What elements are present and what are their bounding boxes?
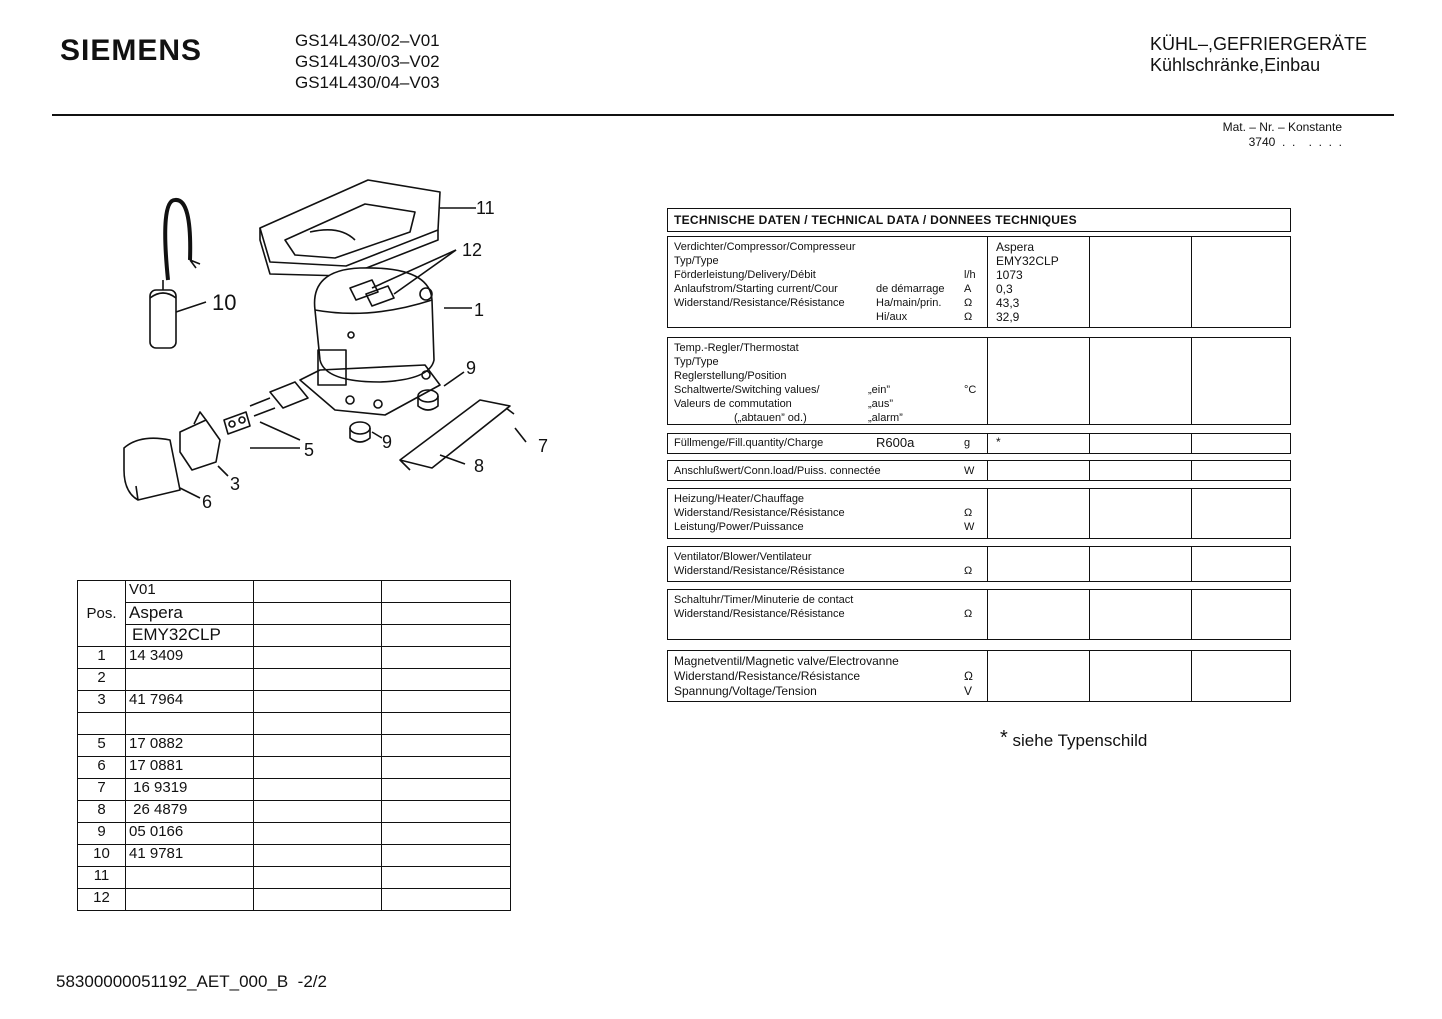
table-row [78, 713, 511, 735]
table-row: 9 05 0166 [78, 823, 511, 845]
typenschild-note [1000, 727, 1148, 754]
tech-data-title: TECHNISCHE DATEN / TECHNICAL DATA / DONNEES TECHNIQUES [667, 208, 1291, 232]
matnr-label: Mat. – Nr. – Konstante [1222, 120, 1342, 134]
table-row: 7 16 9319 [78, 779, 511, 801]
model-line: GS14L430/02–V01 [295, 31, 440, 50]
pos-header [78, 581, 126, 647]
table-row: 3 41 7964 [78, 691, 511, 713]
category-line-1: KÜHL–,GEFRIERGERÄTE [1150, 34, 1368, 54]
brand-logo: SIEMENS [60, 34, 203, 67]
tech-block-heater: Heizung/Heater/Chauffage Widerstand/Resistance/Résistance Ω Leistung/Power/Puissance W [667, 488, 1291, 539]
tech-block-compressor: Verdichter/Compressor/Compresseur Typ/Type Förderleistung/Delivery/Débit l/h Anlaufstrom/Starting current/Cour de démarrage A Widerstand/Resistance/Résistance Ha/main/prin. Ω Hi/aux Ω Aspera EMY32CLP 1073 0,3 43,3 32,9 [667, 236, 1291, 328]
head-brand: Aspera [126, 603, 254, 625]
tech-block-thermostat: Temp.-Regler/Thermostat Typ/Type Reglerstellung/Position Schaltwerte/Switching values/ „ein” °C Valeurs de commutation „aus” („abtauen” od.) „alarm” [667, 337, 1291, 425]
category [1150, 34, 1367, 76]
table-row: 5 17 0882 [78, 735, 511, 757]
callout-11: 11 [476, 198, 495, 218]
callout-7: 7 [538, 436, 549, 456]
callout-9b: 9 [382, 432, 393, 452]
material-number [1180, 120, 1342, 150]
head-variant: V01 [126, 581, 254, 603]
table-row: 12 [78, 889, 511, 911]
category-line-2: Kühlschränke,Einbau [1150, 55, 1321, 75]
callout-12: 12 [462, 240, 483, 260]
pos-label: Pos. [86, 605, 117, 622]
callout-5: 5 [304, 440, 315, 460]
table-row: 8 26 4879 [78, 801, 511, 823]
head-model: EMY32CLP [126, 625, 254, 647]
compressor-values: Aspera EMY32CLP 1073 0,3 43,3 32,9 [988, 237, 1090, 327]
model-line: GS14L430/03–V02 [295, 52, 440, 71]
callout-9a: 9 [466, 358, 477, 378]
note-text: siehe Typenschild [1007, 731, 1148, 750]
tech-block-valve: Magnetventil/Magnetic valve/Electrovanne Widerstand/Resistance/Résistance Ω Spannung/Voltage/Tension V [667, 650, 1291, 702]
matnr-value: 3740 . . . . . . [1248, 135, 1342, 149]
table-row: 2 [78, 669, 511, 691]
tech-block-timer: Schaltuhr/Timer/Minuterie de contact Widerstand/Resistance/Résistance Ω [667, 589, 1291, 640]
callout-3: 3 [230, 474, 241, 494]
table-row: 10 41 9781 [78, 845, 511, 867]
callout-1: 1 [474, 300, 485, 320]
callout-10: 10 [212, 290, 237, 315]
parts-table [77, 580, 511, 911]
tech-block-fan: Ventilator/Blower/Ventilateur Widerstand/Resistance/Résistance Ω [667, 546, 1291, 582]
note-star: * [1000, 727, 1008, 749]
exploded-parts-diagram [110, 170, 570, 530]
tech-block-connload: Anschlußwert/Conn.load/Puiss. connectée W [667, 460, 1291, 481]
header-rule [52, 114, 1394, 116]
table-row: 11 [78, 867, 511, 889]
tech-block-charge: Füllmenge/Fill.quantity/Charge R600a g * [667, 433, 1291, 454]
model-line: GS14L430/04–V03 [295, 73, 440, 92]
table-row: 6 17 0881 [78, 757, 511, 779]
table-row: 1 14 3409 [78, 647, 511, 669]
callout-6: 6 [202, 492, 213, 512]
model-list [295, 30, 440, 93]
callout-8: 8 [474, 456, 485, 476]
document-footer: 58300000051192_AET_000_B -2/2 [56, 972, 327, 991]
